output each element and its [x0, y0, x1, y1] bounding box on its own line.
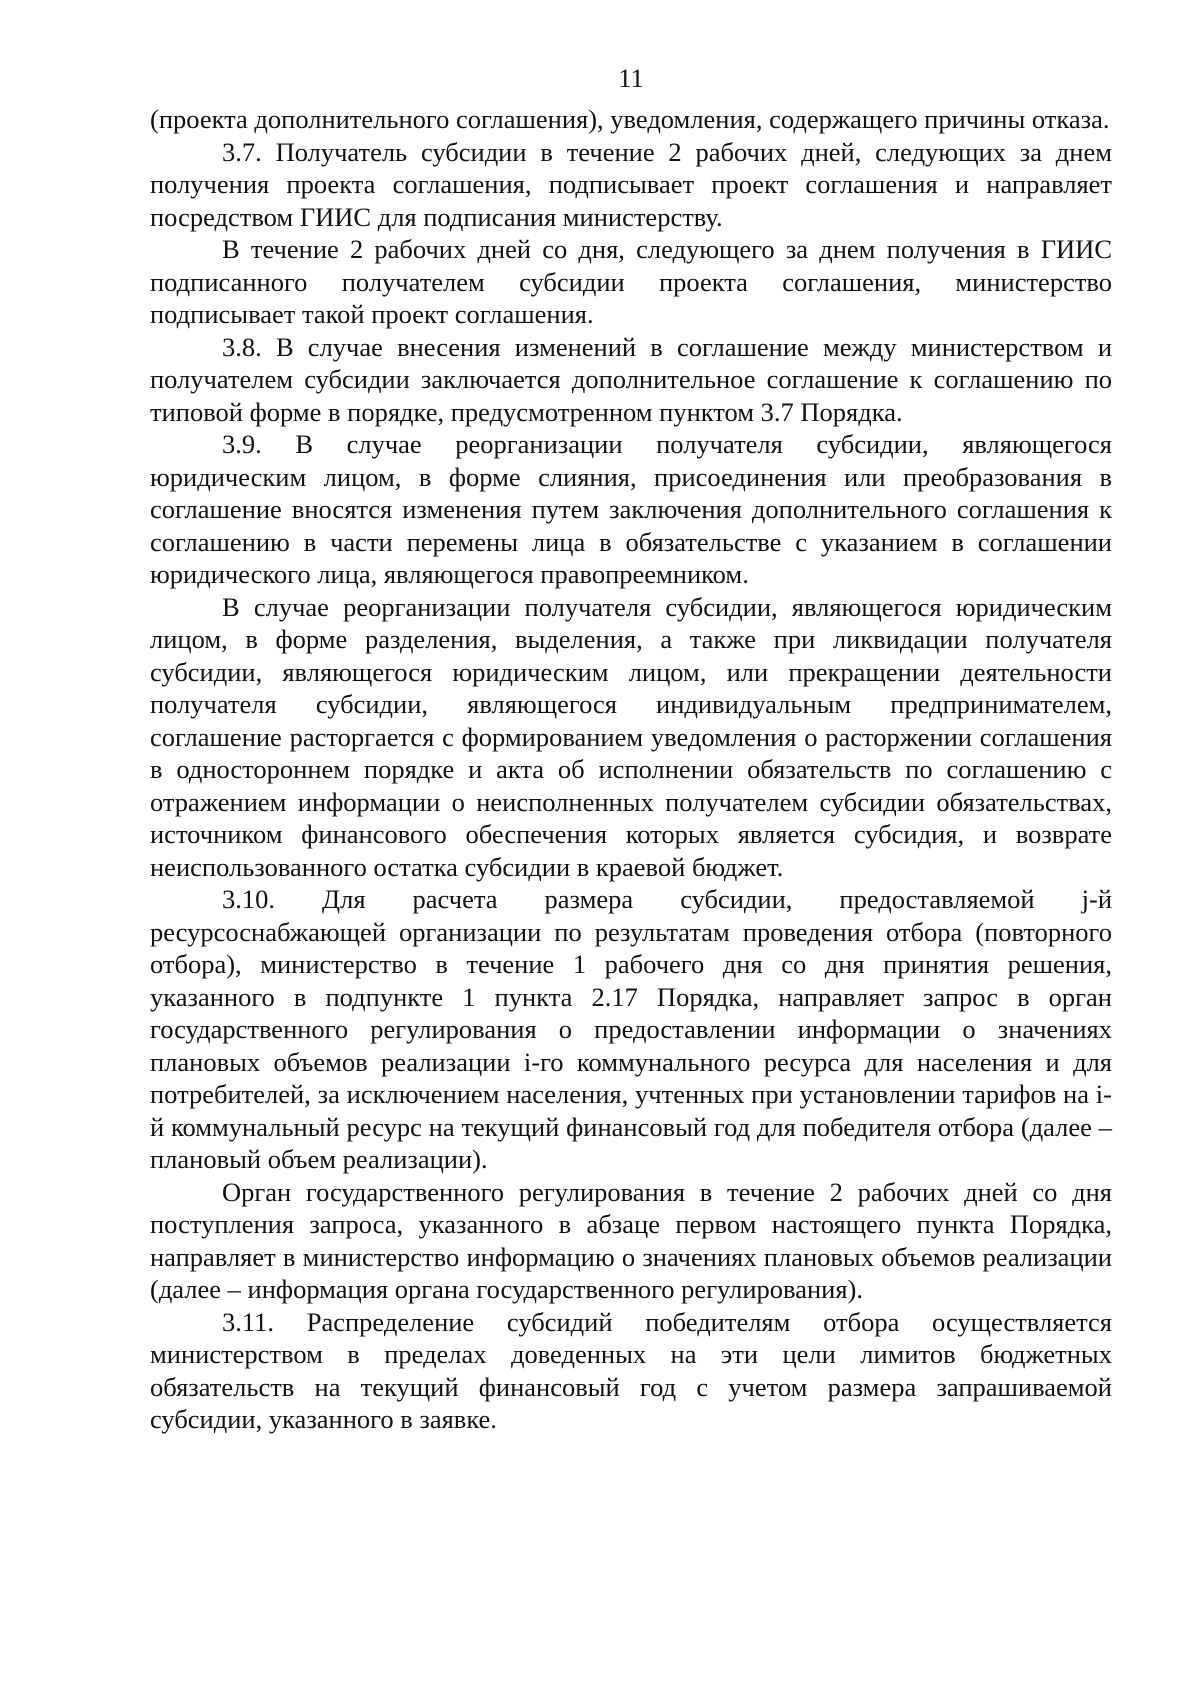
document-page [150, 62, 1112, 1436]
paragraph-3-11: 3.11. Распределение субсидий победителям отбора осуществляется министерством в пределах доведенных на эти цели лимитов бюджетных обязательств на текущий финансовый год с учетом размера запрашиваемой субсидии, указанного в заявке. [150, 1306, 1112, 1434]
paragraph-3-9-termination: В случае реорганизации получателя субсидии, являющегося юридическим лицом, в форме разделения, выделения, а также при ликвидации получателя субсидии, являющегося юридическим лицом, или прекращении деятельности получателя субсидии, являющегося индивидуальным предпринимателем, соглашение расторгается с формированием уведомления о расторжении соглашения в одностороннем порядке и акта об исполнении обязательств по соглашению с отражением информации о неисполненных получателем субсидии обязательствах, источником финансового обеспечения которых является субсидия, и возврате неиспользованного остатка субсидии в краевой бюджет. [150, 591, 1112, 882]
page-number: 11 [618, 63, 644, 93]
paragraph-3-10-response: Орган государственного регулирования в течение 2 рабочих дней со дня поступления запроса, указанного в абзаце первом настоящего пункта Порядка, направляет в министерство информацию о значениях плановых объемов реализации (далее – информация органа государственного регулирования). [150, 1176, 1112, 1304]
paragraph-3-8: 3.8. В случае внесения изменений в соглашение между министерством и получателем субсидии заключается дополнительное соглашение к соглашению по типовой форме в порядке, предусмотренном пунктом 3.7 Порядка. [150, 331, 1112, 427]
paragraph-3-7-signing: В течение 2 рабочих дней со дня, следующего за днем получения в ГИИС подписанного получателем субсидии проекта соглашения, министерство подписывает такой проект соглашения. [150, 234, 1112, 329]
paragraph-refusal-continuation: (проекта дополнительного соглашения), уведомления, содержащего причины отказа. [150, 104, 1110, 134]
paragraph-3-10: 3.10. Для расчета размера субсидии, предоставляемой j-й ресурсоснабжающей организации по результатам проведения отбора (повторного отбора), министерство в течение 1 рабочего дня со дня принятия решения, указанного в подпункте 1 пункта 2.17 Порядка, направляет запрос в орган государственного регулирования о предоставлении информации о значениях плановых объемов реализации i-го коммунального ресурса для населения и для потребителей, за исключением населения, учтенных при установлении тарифов на i-й коммунальный ресурс на текущий финансовый год для победителя отбора (далее – плановый объем реализации). [150, 884, 1112, 1174]
paragraph-3-7: 3.7. Получатель субсидии в течение 2 рабочих дней, следующих за днем получения проекта соглашения, подписывает проект соглашения и направляет посредством ГИИС для подписания министерству. [150, 136, 1112, 232]
paragraph-3-9: 3.9. В случае реорганизации получателя субсидии, являющегося юридическим лицом, в форме слияния, присоединения или преобразования в соглашение вносятся изменения путем заключения дополнительного соглашения к соглашению в части перемены лица в обязательстве с указанием в соглашении юридического лица, являющегося правопреемником. [150, 429, 1112, 589]
